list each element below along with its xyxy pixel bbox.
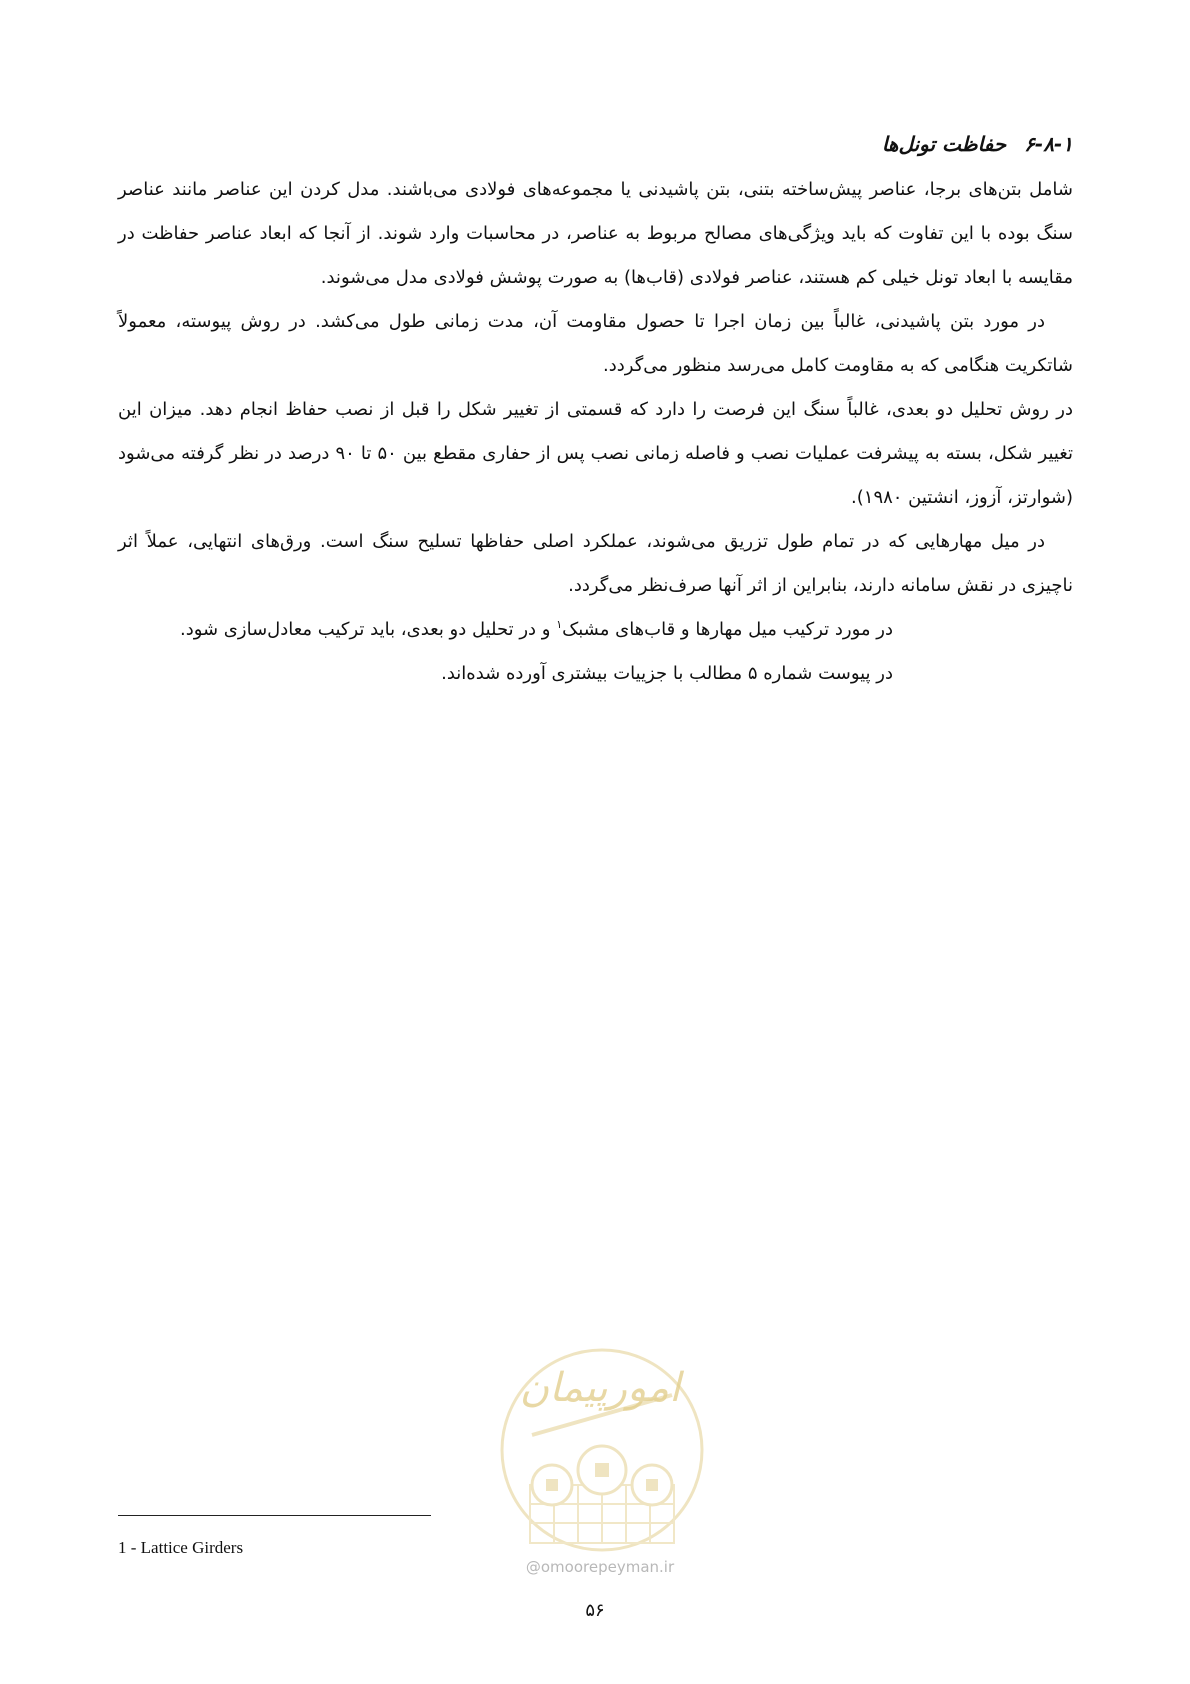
section-title: حفاظت تونل‌ها <box>881 132 1007 156</box>
building-icon <box>595 1463 609 1477</box>
paragraph-intro: شامل بتن‌های برجا، عناصر پیش‌ساخته بتنی، بتن پاشیدنی یا مجموعه‌های فولادی می‌باشند. مدل کردن این عناصر مانند عناصر سنگ بوده با این تفاوت که باید ویژگی‌های مصالح مربوط به عناصر، در محاسبات وارد شوند. از آنجا که ابعاد عناصر حفاظت در مقایسه با ابعاد تونل خیلی کم هستند، عناصر فولادی (قاب‌ها) به صورت پوشش فولادی مدل می‌شوند. <box>118 179 1073 288</box>
section-number: ۶-۸-۱ <box>1024 132 1073 156</box>
footnote-text: 1 - Lattice Girders <box>118 1538 244 1557</box>
paragraph-2d-analysis: در روش تحلیل دو بعدی، غالباً سنگ این فرصت را دارد که قسمتی از تغییر شکل را قبل از نصب حفاظ انجام دهد. میزان این تغییر شکل، بسته به پیشرفت عملیات نصب و فاصله زمانی نصب پس از حفاری مقطع بین ۵۰ تا ۹۰ درصد در نظر گرفته می‌شود (شوارتز، آزوز، انشتین ۱۹۸۰). <box>118 399 1073 508</box>
section-heading <box>118 124 1073 164</box>
main-content <box>118 124 1073 696</box>
excavator-icon <box>646 1479 658 1491</box>
watermark-url[interactable]: @omoorepeyman.ir <box>525 1558 675 1576</box>
paragraph-rock-bolts: در میل مهارهایی که در تمام طول تزریق می‌شوند، عملکرد اصلی حفاظها تسلیح سنگ است. ورق‌های انتهایی، عملاً اثر ناچیزی در نقش سامانه دارند، بنابراین از اثر آنها صرف‌نظر می‌گردد. <box>118 531 1073 596</box>
page-number: ۵۶ <box>585 1600 605 1621</box>
paragraph-shotcrete: در مورد بتن پاشیدنی، غالباً بین زمان اجرا تا حصول مقاومت آن، مدت زمانی طول می‌کشد. در روش پیوسته، معمولاً شاتکریت هنگامی که به مقاومت کامل می‌رسد منظور می‌گردد. <box>118 311 1073 376</box>
footnote-reference[interactable]: ۱ <box>556 618 563 631</box>
scales-icon <box>546 1479 558 1491</box>
lattice-girders-text-start: در مورد ترکیب میل مهارها و قاب‌های مشبک <box>562 619 893 640</box>
lattice-girders-text-end: و در تحلیل دو بعدی، باید ترکیب معادل‌سازی شود. <box>179 619 551 640</box>
paragraph-lattice-girders <box>118 608 1073 652</box>
watermark-logo-text: امورپیمان <box>519 1365 681 1411</box>
footnote-divider <box>118 1515 431 1516</box>
paragraph-appendix-reference: در پیوست شماره ۵ مطالب با جزییات بیشتری آورده شده‌اند. <box>441 663 893 684</box>
